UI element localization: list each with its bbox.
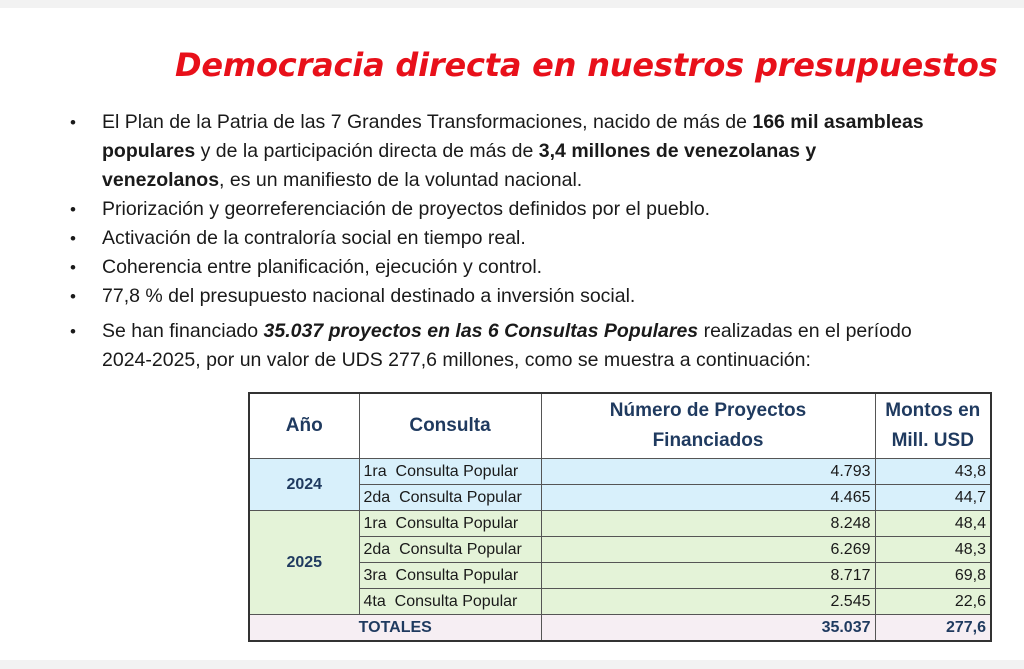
- bullet-strong: 35.037 proyectos en las 6 Consultas Populares: [263, 320, 699, 342]
- consulta-ord: 2da: [363, 540, 391, 558]
- bullet-text: Coherencia entre planificación, ejecución y control.: [102, 256, 543, 278]
- table-row: [249, 589, 991, 615]
- year-cell: 2024: [249, 459, 359, 511]
- header-proyectos-line1: Número de Proyectos: [609, 400, 807, 421]
- totals-monto: 277,6: [875, 615, 991, 642]
- bullet-item: [70, 253, 930, 282]
- consulta-name: Consulta Popular: [399, 488, 522, 506]
- monto-cell: 44,7: [875, 485, 991, 511]
- bullet-item: [70, 195, 930, 224]
- consulta-name: Consulta Popular: [395, 462, 519, 480]
- totals-label: TOTALES: [249, 615, 541, 642]
- bullet-text: 77,8 % del presupuesto nacional destinado a inversión social.: [102, 285, 636, 307]
- consulta-cell: [359, 589, 541, 615]
- consulta-ord: 3ra: [363, 566, 387, 584]
- consulta-ord: 2da: [363, 488, 391, 506]
- header-proyectos-line2: Financiados: [652, 430, 764, 451]
- monto-cell: 22,6: [875, 589, 991, 615]
- slide-title: Democracia directa en nuestros presupuestos: [175, 46, 998, 84]
- table-row: [249, 485, 991, 511]
- bullet-dot-icon: •: [70, 113, 76, 132]
- consulta-name: Consulta Popular: [395, 566, 519, 584]
- consulta-ord: 1ra: [363, 462, 387, 480]
- proyectos-cell: 4.793: [541, 459, 875, 485]
- bullet-strong: 3,4 millones de venezolanas y venezolanos: [102, 140, 817, 191]
- consulta-name: Consulta Popular: [394, 592, 518, 610]
- table-row: [249, 511, 991, 537]
- bullet-item: [70, 108, 930, 195]
- bullet-dot-icon: •: [70, 200, 76, 219]
- slide: [0, 8, 1024, 660]
- bullet-text: y de la participación directa de más de: [195, 140, 539, 162]
- proyectos-cell: 4.465: [541, 485, 875, 511]
- bullet-dot-icon: •: [70, 229, 76, 248]
- header-montos-line2: Mill. USD: [891, 430, 974, 451]
- bullet-text: Se han financiado: [102, 320, 264, 342]
- monto-cell: 43,8: [875, 459, 991, 485]
- bullet-item: [70, 317, 930, 375]
- monto-cell: 48,4: [875, 511, 991, 537]
- totals-row: [249, 615, 991, 642]
- proyectos-cell: 8.717: [541, 563, 875, 589]
- consulta-cell: [359, 459, 541, 485]
- table-row: [249, 537, 991, 563]
- bullet-dot-icon: •: [70, 287, 76, 306]
- bullet-dot-icon: •: [70, 258, 76, 277]
- consulta-name: Consulta Popular: [399, 540, 522, 558]
- bullet-text: realizadas en el período 2024-2025, por un valor de UDS 277,6 millones, como se muestra a continuación:: [102, 320, 912, 371]
- bullet-text: Activación de la contraloría social en tiempo real.: [102, 227, 526, 249]
- consulta-ord: 4ta: [363, 592, 386, 610]
- header-montos: [875, 393, 991, 459]
- totals-proyectos: 35.037: [541, 615, 875, 642]
- header-montos-line1: Montos en: [885, 400, 981, 421]
- proyectos-cell: 2.545: [541, 589, 875, 615]
- bullet-text: , es un manifiesto de la voluntad nacional.: [219, 169, 583, 191]
- bullet-list: [70, 108, 930, 375]
- projects-table: [248, 392, 992, 642]
- bullet-item: [70, 224, 930, 253]
- consulta-cell: [359, 511, 541, 537]
- bullet-strong: 166 mil asambleas populares: [102, 111, 924, 162]
- consulta-ord: 1ra: [363, 514, 387, 532]
- header-consulta: Consulta: [359, 393, 541, 459]
- consulta-name: Consulta Popular: [395, 514, 519, 532]
- bullet-item: [70, 282, 930, 311]
- consulta-cell: [359, 563, 541, 589]
- year-cell: 2025: [249, 511, 359, 615]
- proyectos-cell: 6.269: [541, 537, 875, 563]
- bullet-dot-icon: •: [70, 322, 76, 341]
- monto-cell: 48,3: [875, 537, 991, 563]
- monto-cell: 69,8: [875, 563, 991, 589]
- table-row: [249, 459, 991, 485]
- proyectos-cell: 8.248: [541, 511, 875, 537]
- bullet-text: El Plan de la Patria de las 7 Grandes Transformaciones, nacido de más de: [102, 111, 753, 133]
- consulta-cell: [359, 537, 541, 563]
- bullet-text: Priorización y georreferenciación de proyectos definidos por el pueblo.: [102, 198, 711, 220]
- header-year: Año: [249, 393, 359, 459]
- consulta-cell: [359, 485, 541, 511]
- header-proyectos: [541, 393, 875, 459]
- table-row: [249, 563, 991, 589]
- table-header-row: [249, 393, 991, 459]
